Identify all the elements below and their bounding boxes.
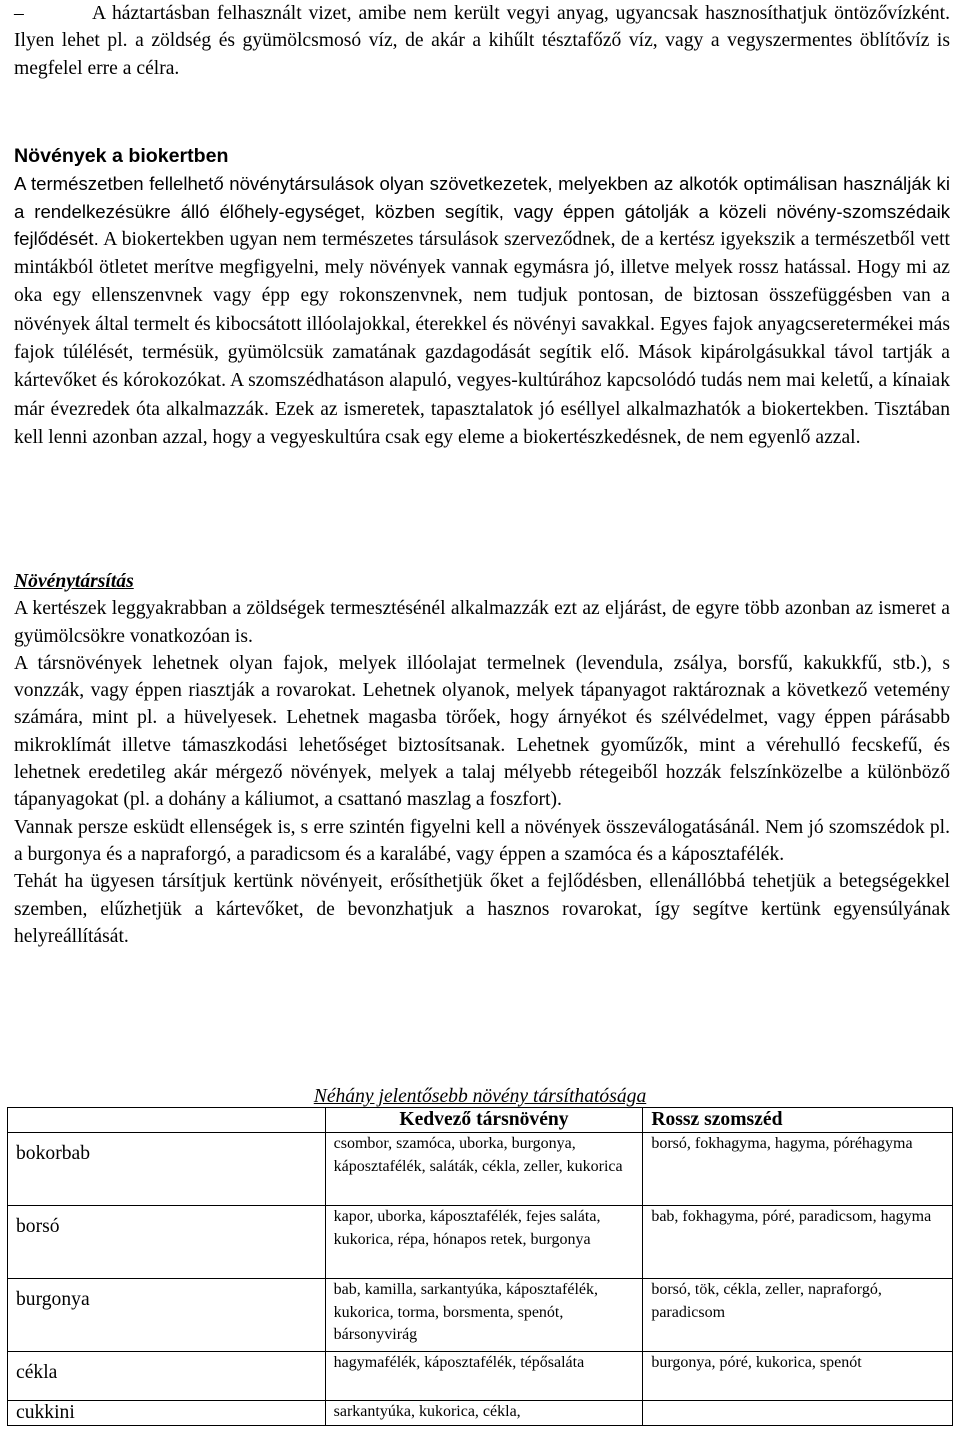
section-biokert-paragraph: [14, 170, 950, 451]
table-caption: Néhány jelentősebb növény társíthatósága: [313, 1086, 647, 1107]
bad-neighbors: burgonya, póré, kukorica, spenót: [643, 1352, 953, 1401]
header-bad-neighbor: Rossz szomszéd: [643, 1108, 953, 1133]
plant-name: burgonya: [8, 1279, 326, 1352]
intro-paragraph: [14, 0, 950, 82]
section-biokert-title: Növények a biokertben: [14, 145, 229, 167]
plant-name: cukkini: [8, 1401, 326, 1426]
table-row: [8, 1401, 953, 1426]
section-novenytarsitas: [14, 568, 950, 950]
biokert-serif-text: A biokertekben ugyan nem természetes társulások szerveződnek, de a kertész igyekszik a természetből vett mintákból ötletet merítve megfigyelni, mely növények vannak egymásra jó, illetve melyek rossz hatással. Hogy mi az oka egy ellenszenvnek vagy épp egy rokonszenvnek, nem tudjuk pontosan, de biztosan összefüggésben van a növények által termelt és kibocsátott illóolajokkal, éterekkel és növényi savakkal. Egyes fajok anyagcseretermékei más fajok túlélését, termésük, gyümölcsük zamatának gazdagodását segítik elő. Mások kipárolgásukkal távol tartják a kártevőket és kórokozókat. A szomszédhatáson alapuló, vegyes-kultúrához kapcsolódó tudás nem mai keletű, a kínaiak már évezredek óta alkalmazzák. Ezek az ismeretek, tapasztalatok jó eséllyel alkalmazhatók a biokertekben. Tisztában kell lenni azonban azzal, hogy a vegyeskultúra csak egy eleme a biokertészkedésnek, de nem egyenlő azzal.: [14, 228, 950, 448]
section-novenytarsitas-title: Növénytársítás: [14, 571, 134, 592]
bullet-dash: –: [14, 3, 24, 24]
plant-name: borsó: [8, 1206, 326, 1279]
paragraph-4: Tehát ha ügyesen társítjuk kertünk növényeit, erősíthetjük őket a fejlődésben, ellenállóbbá tehetjük a betegségekkel szemben, elűzhetjük a kártevőket, de bevonzhatjuk a hasznos rovarokat, így segítve kertünk egyensúlyának helyreállítását.: [14, 871, 950, 947]
companion-plants-table: [7, 1107, 953, 1426]
table-row: [8, 1352, 953, 1401]
table-row: [8, 1279, 953, 1352]
bad-neighbors: [643, 1401, 953, 1426]
paragraph-1: A kertészek leggyakrabban a zöldségek termesztésénél alkalmazzák ezt az eljárást, de egyre több azonban az ismeret a gyümölcsökre vonatkozóan is.: [14, 598, 950, 647]
bad-neighbors: bab, fokhagyma, póré, paradicsom, hagyma: [643, 1206, 953, 1279]
bad-neighbors: borsó, fokhagyma, hagyma, póréhagyma: [643, 1133, 953, 1206]
good-companions: hagymafélék, káposztafélék, tépősaláta: [325, 1352, 643, 1401]
good-companions: bab, kamilla, sarkantyúka, káposztafélék, kukorica, torma, borsmenta, spenót, bársonyvirág: [325, 1279, 643, 1352]
table-row: [8, 1133, 953, 1206]
good-companions: sarkantyúka, kukorica, cékla,: [325, 1401, 643, 1426]
good-companions: csombor, szamóca, uborka, burgonya, káposztafélék, saláták, cékla, zeller, kukorica: [325, 1133, 643, 1206]
table-header-row: [8, 1108, 953, 1133]
header-good-companion: Kedvező társnövény: [325, 1108, 643, 1133]
paragraph-2: A társnövények lehetnek olyan fajok, melyek illóolajat termelnek (levendula, zsálya, borsfű, kakukkfű, stb.), s vonzzák, vagy éppen riasztják a rovarokat. Lehetnek olyanok, melyek tápanyagot raktároznak a következő vetemény számára, mint pl. a hüvelyesek. Lehetnek magasba törőek, hogy árnyékot és szélvédelmet, vagy éppen párásabb mikroklímát illetve támaszkodási lehetőséget biztosítsanak. Lehetnek gyoműzők, mint a vérehulló fecskefű, és lehetnek eredetileg akár mérgező növények, melyek a talaj mélyebb rétegeiből hozzák felszínközelbe a különböző tápanyagokat (pl. a dohány a káliumot, a csattanó maszlag a foszfort).: [14, 652, 950, 811]
table-row: [8, 1206, 953, 1279]
good-companions: kapor, uborka, káposztafélék, fejes saláta, kukorica, répa, hónapos retek, burgonya: [325, 1206, 643, 1279]
intro-text: A háztartásban felhasznált vizet, amibe nem került vegyi anyag, ugyancsak hasznosíthatjuk öntözővízként. Ilyen lehet pl. a zöldség és gyümölcsmosó víz, de akár a kihűlt tésztafőző víz, vagy a vegyszermentes öblítővíz is megfelel erre a célra.: [14, 3, 950, 79]
bad-neighbors: borsó, tök, cékla, zeller, napraforgó, paradicsom: [643, 1279, 953, 1352]
section-biokert: [14, 143, 950, 451]
plant-name: cékla: [8, 1352, 326, 1401]
plant-name: bokorbab: [8, 1133, 326, 1206]
paragraph-3: Vannak persze esküdt ellenségek is, s erre szintén figyelni kell a növények összeválogatásánál. Nem jó szomszédok pl. a burgonya és a napraforgó, a paradicsom és a karalábé, vagy éppen a szamóca és a káposztafélék.: [14, 816, 950, 865]
header-plant: [8, 1108, 326, 1133]
biokert-sans-text: A természetben fellelhető növénytársulások olyan szövetkezetek, melyekben az alkotók optimálisan használják ki a rendelkezésükre álló élőhely-egységet, közben segítik, vagy éppen gátolják a közeli növény-szomszédaik fejlődését.: [14, 173, 950, 249]
